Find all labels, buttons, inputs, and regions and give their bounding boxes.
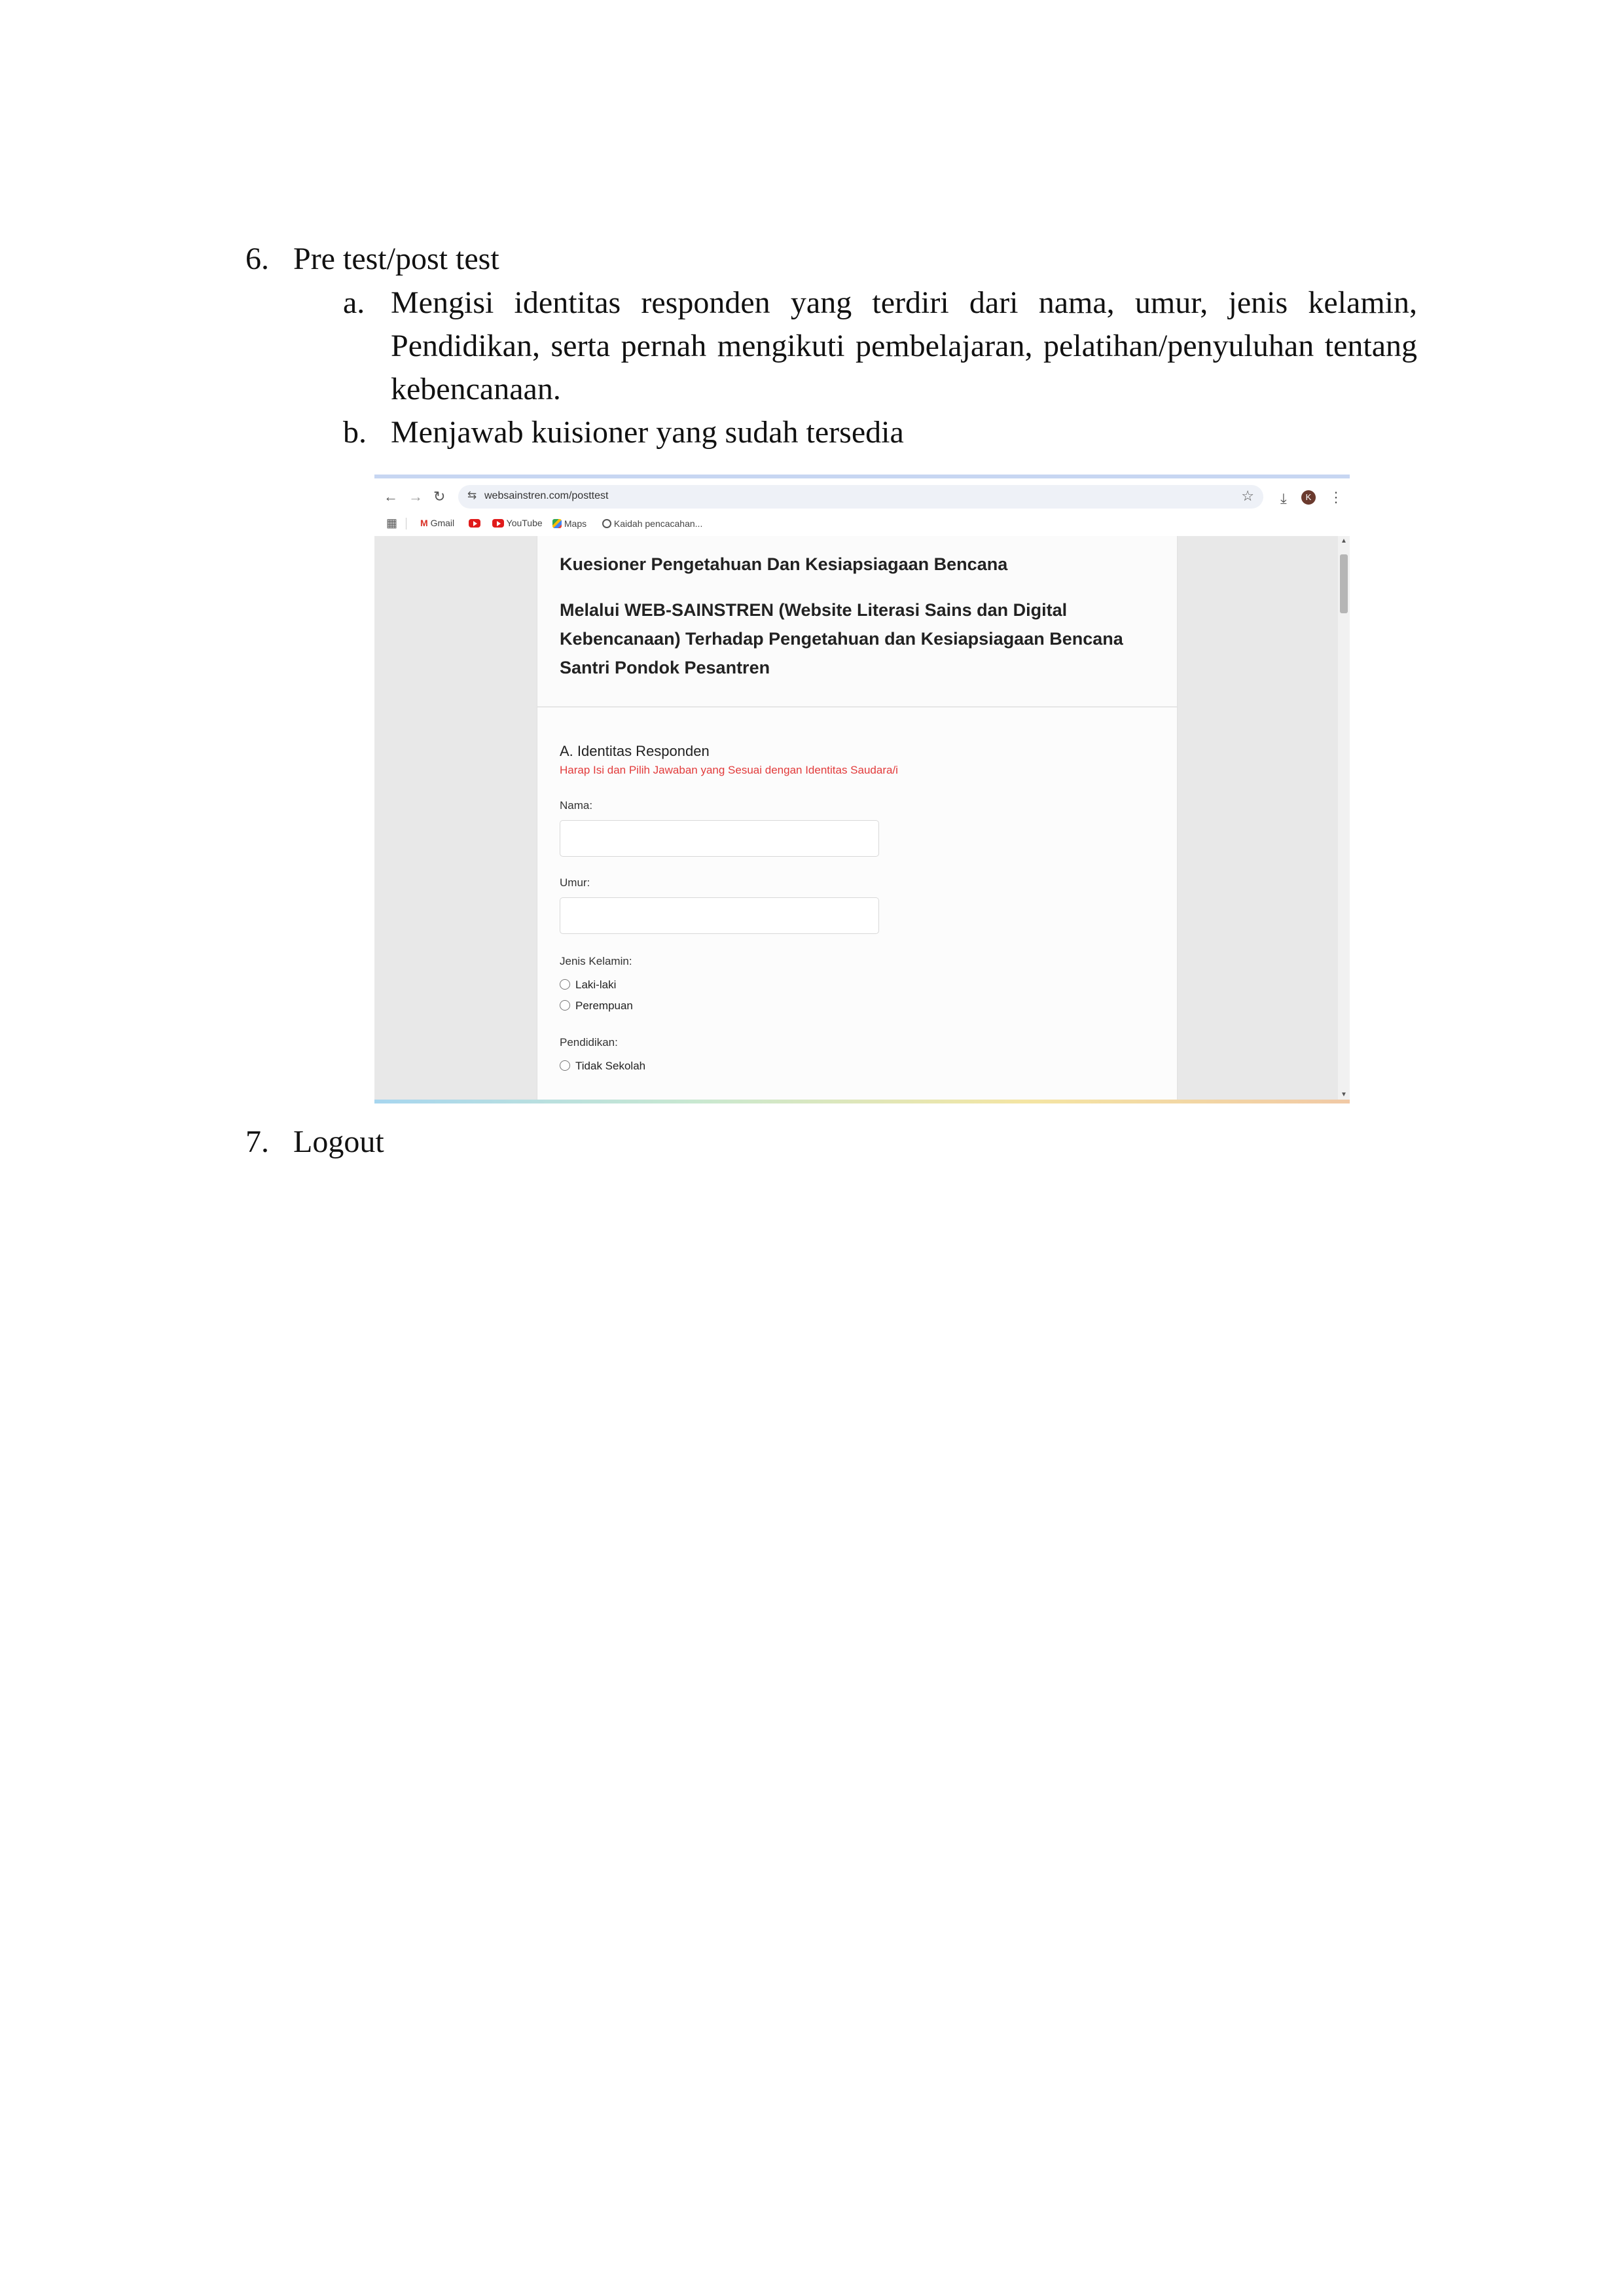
- forward-arrow-icon[interactable]: →: [408, 488, 423, 505]
- sub-a-marker: a.: [343, 285, 365, 320]
- form-body: [537, 708, 1177, 1103]
- form-card: [537, 536, 1178, 1103]
- scroll-down-arrow-icon[interactable]: ▼: [1341, 1091, 1347, 1098]
- bookmark-star-icon[interactable]: ☆: [1241, 488, 1254, 504]
- radio-tidak-sekolah[interactable]: Tidak Sekolah: [560, 1060, 645, 1073]
- section-title: A. Identitas Responden: [560, 743, 710, 759]
- scrollbar-thumb[interactable]: [1340, 554, 1348, 613]
- bookmark-kaidah[interactable]: Kaidah pencacahan...: [602, 518, 702, 529]
- download-icon[interactable]: ⤓: [1280, 490, 1287, 507]
- bookmark-maps[interactable]: Maps: [552, 518, 586, 529]
- profile-avatar[interactable]: K: [1301, 490, 1316, 505]
- globe-icon: [602, 519, 611, 528]
- reload-icon[interactable]: ↻: [433, 488, 446, 505]
- menu-kebab-icon[interactable]: ⋮: [1329, 489, 1343, 505]
- apps-grid-icon[interactable]: ▦: [386, 516, 398, 529]
- window-bottom-edge: [374, 1100, 1350, 1103]
- page-scrollbar[interactable]: [1338, 536, 1350, 1103]
- browser-screenshot: [374, 475, 1350, 1103]
- back-arrow-icon[interactable]: ←: [384, 488, 398, 505]
- radio-button[interactable]: [560, 1000, 570, 1011]
- maps-icon: [552, 519, 562, 528]
- site-settings-icon[interactable]: ⇆: [467, 489, 477, 501]
- section-note: Harap Isi dan Pilih Jawaban yang Sesuai dengan Identitas Saudara/i: [560, 764, 898, 776]
- radio-perempuan[interactable]: Perempuan: [560, 999, 633, 1013]
- sub-a-text: Mengisi identitas responden yang terdiri dari nama, umur, jenis kelamin, Pendidikan, serta pernah mengikuti pembelajaran, pelatihan/penyuluhan tentang kebencanaan.: [391, 285, 1417, 406]
- sub-b-marker: b.: [343, 415, 367, 450]
- item-6-title: Pre test/post test: [293, 242, 499, 276]
- item-7-title: Logout: [293, 1124, 384, 1159]
- bookmarks-bar: [374, 512, 1350, 535]
- bookmark-youtube-icon-only[interactable]: [469, 518, 480, 528]
- nama-input[interactable]: [560, 820, 879, 857]
- radio-button[interactable]: [560, 1060, 570, 1071]
- sub-b-text: Menjawab kuisioner yang sudah tersedia: [391, 415, 904, 450]
- jenis-kelamin-label: Jenis Kelamin:: [560, 955, 632, 967]
- item-6-number: 6.: [245, 242, 269, 276]
- umur-label: Umur:: [560, 876, 590, 889]
- scroll-up-arrow-icon[interactable]: ▲: [1341, 537, 1347, 545]
- radio-button[interactable]: [560, 979, 570, 990]
- item-7-number: 7.: [245, 1124, 269, 1159]
- form-subtitle: Melalui WEB-SAINSTREN (Website Literasi Sains dan Digital Kebencanaan) Terhadap Pengetahuan dan Kesiapsiagaan Bencana Santri Pondok Pesantren: [560, 600, 1123, 677]
- browser-toolbar: [374, 482, 1350, 511]
- page-viewport: [374, 536, 1350, 1103]
- active-tab[interactable]: [571, 475, 741, 478]
- bookmark-gmail[interactable]: M Gmail: [420, 518, 455, 528]
- umur-input[interactable]: [560, 897, 879, 934]
- pendidikan-label: Pendidikan:: [560, 1036, 618, 1049]
- radio-laki-laki[interactable]: Laki-laki: [560, 978, 616, 992]
- youtube-icon: [469, 519, 480, 528]
- nama-label: Nama:: [560, 799, 593, 812]
- bookmark-youtube[interactable]: YouTube: [492, 518, 543, 528]
- address-bar[interactable]: [458, 485, 1263, 509]
- gmail-icon: M: [420, 518, 428, 528]
- form-title: Kuesioner Pengetahuan Dan Kesiapsiagaan Bencana: [560, 554, 1008, 574]
- url-text[interactable]: websainstren.com/posttest: [484, 490, 609, 501]
- form-header: [537, 536, 1177, 708]
- youtube-icon: [492, 519, 504, 528]
